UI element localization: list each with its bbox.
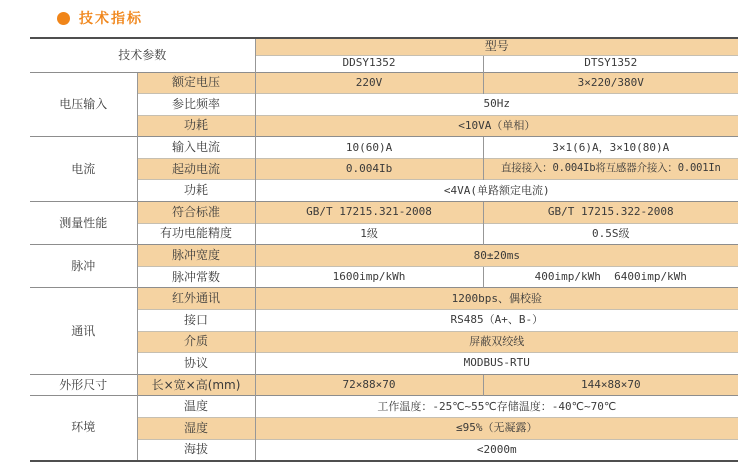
table-header-row-model <box>30 38 738 55</box>
group-cell-communication: 通讯 <box>30 288 137 374</box>
param-label-cell: 温度 <box>137 396 255 418</box>
value-cell-span: 屏蔽双绞线 <box>255 331 738 353</box>
table-row <box>30 374 738 396</box>
param-label-cell: 协议 <box>137 353 255 375</box>
group-cell-measurement: 测量性能 <box>30 202 137 245</box>
table-row <box>30 310 738 332</box>
table-row <box>30 137 738 159</box>
group-cell-current: 电流 <box>30 137 137 202</box>
param-label-cell: 参比频率 <box>137 94 255 116</box>
table-row <box>30 72 738 94</box>
value-cell-span: 1200bps、偶校验 <box>255 288 738 310</box>
param-label-cell: 介质 <box>137 331 255 353</box>
table-row <box>30 331 738 353</box>
group-cell-pulse: 脉冲 <box>30 245 137 288</box>
value-cell: 10(60)A <box>255 137 483 159</box>
value-cell-span: <4VA(单路额定电流) <box>255 180 738 202</box>
param-label-cell: 脉冲宽度 <box>137 245 255 267</box>
table-row <box>30 202 738 224</box>
value-cell: 144×88×70 <box>483 374 738 396</box>
table-row <box>30 418 738 440</box>
value-cell: 3×220/380V <box>483 72 738 94</box>
value-cell-span: <10VA（单相） <box>255 115 738 137</box>
model-name-cell: DTSY1352 <box>483 55 738 72</box>
param-label-cell: 额定电压 <box>137 72 255 94</box>
param-label-cell: 输入电流 <box>137 137 255 159</box>
model-name-cell: DDSY1352 <box>255 55 483 72</box>
value-cell: 0.004Ib <box>255 158 483 180</box>
table-row <box>30 158 738 180</box>
value-cell: GB/T 17215.321-2008 <box>255 202 483 224</box>
value-cell-span: 80±20ms <box>255 245 738 267</box>
value-cell-span: ≤95%（无凝露） <box>255 418 738 440</box>
value-cell: 400imp/kWh 6400imp/kWh <box>483 266 738 288</box>
bullet-icon <box>57 12 70 25</box>
param-label-cell: 起动电流 <box>137 158 255 180</box>
param-label-cell: 长×宽×高(mm) <box>137 374 255 396</box>
table-row <box>30 94 738 116</box>
value-cell: 0.5S级 <box>483 223 738 245</box>
param-label-cell: 有功电能精度 <box>137 223 255 245</box>
value-cell-span: 50Hz <box>255 94 738 116</box>
value-cell-span: RS485（A+、B-） <box>255 310 738 332</box>
table-row <box>30 439 738 461</box>
table-row <box>30 180 738 202</box>
value-cell-span: MODBUS-RTU <box>255 353 738 375</box>
group-cell-voltage-input: 电压输入 <box>30 72 137 137</box>
table-row <box>30 396 738 418</box>
section-title-text: 技术指标 <box>79 11 143 27</box>
value-cell: 72×88×70 <box>255 374 483 396</box>
group-cell-environment: 环境 <box>30 396 137 461</box>
param-label-cell: 功耗 <box>137 115 255 137</box>
spec-table <box>30 37 738 462</box>
value-cell: GB/T 17215.322-2008 <box>483 202 738 224</box>
table-row <box>30 266 738 288</box>
param-label-cell: 脉冲常数 <box>137 266 255 288</box>
value-cell-span: 工作温度：-25℃~55℃存储温度：-40℃~70℃ <box>255 396 738 418</box>
value-cell: 1级 <box>255 223 483 245</box>
table-row <box>30 353 738 375</box>
value-cell: 直接接入：0.004Ib将互感器介接入：0.001In <box>483 158 738 180</box>
param-label-cell: 湿度 <box>137 418 255 440</box>
param-label-cell: 符合标准 <box>137 202 255 224</box>
param-label-cell: 接口 <box>137 310 255 332</box>
param-label-cell: 红外通讯 <box>137 288 255 310</box>
group-cell-dimensions: 外形尺寸 <box>30 374 137 396</box>
value-cell: 3×1(6)A，3×10(80)A <box>483 137 738 159</box>
table-row <box>30 288 738 310</box>
table-row <box>30 223 738 245</box>
section-title <box>57 8 143 28</box>
table-row <box>30 115 738 137</box>
value-cell: 220V <box>255 72 483 94</box>
param-label-cell: 功耗 <box>137 180 255 202</box>
param-label-cell: 海拔 <box>137 439 255 461</box>
value-cell-span: <2000m <box>255 439 738 461</box>
table-row <box>30 245 738 267</box>
model-header-cell: 型号 <box>255 38 738 55</box>
corner-cell: 技术参数 <box>30 38 255 72</box>
value-cell: 1600imp/kWh <box>255 266 483 288</box>
